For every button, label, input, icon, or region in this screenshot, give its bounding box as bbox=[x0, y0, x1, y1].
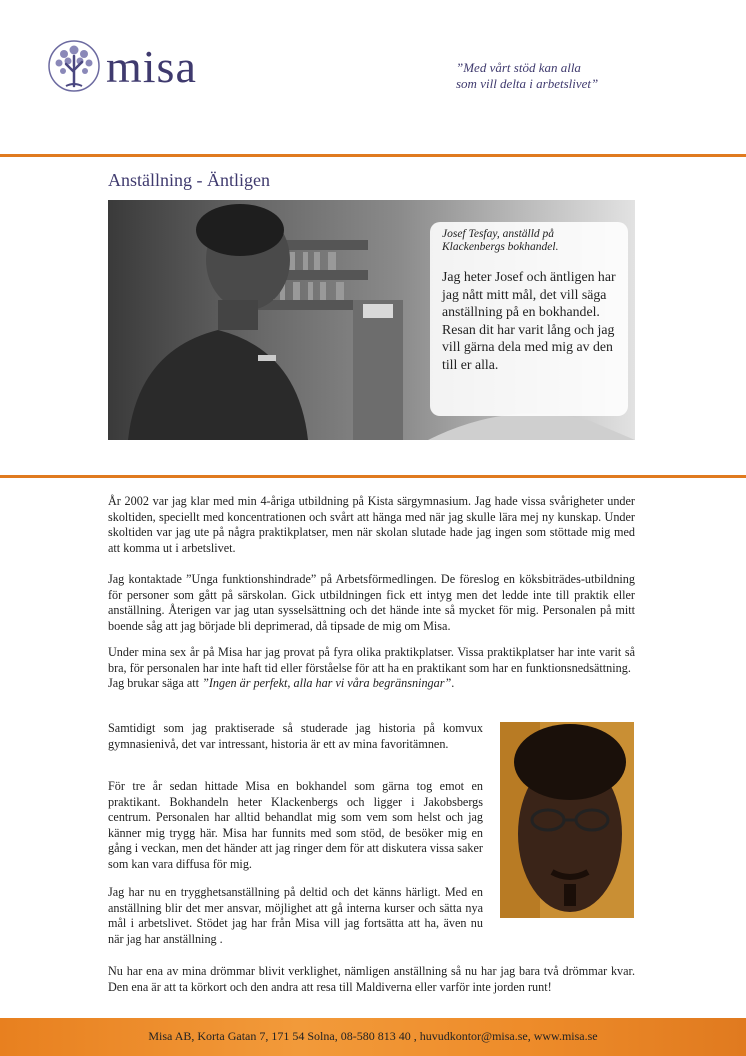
paragraph-3-quote-line bbox=[108, 676, 635, 692]
tree-icon bbox=[46, 38, 102, 94]
paragraph-4-text: Samtidigt som jag praktiserade så studerade jag historia på komvux gymnasienivå, det var intressant, historia är ett av mina favoritämnen. bbox=[108, 721, 483, 751]
hero-photo bbox=[108, 200, 635, 440]
caption-name-line-2: Klackenbergs bokhandel. bbox=[442, 241, 559, 253]
caption-name-line-1: Josef Tesfay, anställd på bbox=[442, 228, 555, 240]
paragraph-3-text: Under mina sex år på Misa har jag provat på fyra olika praktikplatser. Vissa praktikplatser har inte varit så bra, för personalen har inte haft tid eller förståelse för att ha en praktikant som har en funktionsnedsättning. bbox=[108, 645, 635, 675]
paragraph-7-text: Nu har ena av mina drömmar blivit verklighet, nämligen anställning så nu har jag bara två drömmar kvar. Den ena är att ta körkort och den andra att resa till Maldiverna eller varför inte jorden runt! bbox=[108, 964, 635, 994]
paragraph-3 bbox=[108, 645, 635, 692]
quote-suffix: . bbox=[451, 676, 455, 690]
top-divider bbox=[0, 154, 746, 157]
article-title: Anställning - Äntligen bbox=[108, 170, 270, 190]
paragraph-6 bbox=[108, 885, 483, 947]
footer-contact: Misa AB, Korta Gatan 7, 171 54 Solna, 08-580 813 40 , huvudkontor@misa.se, www.misa.se bbox=[148, 1029, 598, 1043]
portrait-illustration bbox=[500, 722, 634, 918]
paragraph-1 bbox=[108, 494, 635, 556]
misa-logo[interactable] bbox=[46, 38, 226, 98]
caption-text: Jag heter Josef och äntligen har jag nått mitt mål, det vill säga anställning på en bokhandel. Resan dit har varit lång och jag vill gärna dela med mig av den till er alla. bbox=[442, 269, 616, 372]
tagline-line-2: som vill delta i arbetslivet” bbox=[456, 76, 599, 91]
paragraph-7 bbox=[108, 964, 635, 995]
paragraph-2-text: Jag kontaktade ”Unga funktionshindrade” på Arbetsförmedlingen. De föreslog en köksbiträdes-utbildning för personer som gått på särskolan. Gick utbildningen fick ett intyg men det ledde inte till praktik eller anställning. Återigen var jag utan sysselsättning och det hände inte så mycket för mig. Personalen på mitt boende såg att jag började bli deprimerad, då tipsade de mig om Misa. bbox=[108, 572, 635, 633]
tagline bbox=[456, 60, 716, 92]
paragraph-5 bbox=[108, 779, 483, 872]
paragraph-5-text: För tre år sedan hittade Misa en bokhandel som gärna tog emot en praktikant. Bokhandeln heter Klackenbergs och ligger i Jakobsbergs centrum. Personalen har alltid behandlat mig som vem som helst och jag känner mig trygg här. Misa har funnits med som stöd, de besöker mig en gång i veckan, men det händer att jag ringer dem för att diskutera vissa saker som kan vara diffusa för mig. bbox=[108, 779, 483, 871]
tagline-line-1: ”Med vårt stöd kan alla bbox=[456, 60, 581, 75]
quote-prefix: Jag brukar säga att bbox=[108, 676, 203, 690]
quote-text: ”Ingen är perfekt, alla har vi våra begränsningar” bbox=[202, 676, 452, 690]
caption-box bbox=[430, 222, 628, 416]
portrait-photo bbox=[500, 722, 634, 918]
paragraph-2 bbox=[108, 572, 635, 634]
paragraph-4 bbox=[108, 721, 483, 752]
paragraph-1-text: År 2002 var jag klar med min 4-åriga utbildning på Kista särgymnasium. Jag hade vissa svårigheter under skoltiden, speciellt med koncentrationen och svårt att hänga med när jag skulle lära mej ny kunskap. Under skoltiden var jag ute på några praktikplatser, men när skolan slutade hade jag ingen som stöttade mig med att komma ut i arbetslivet. bbox=[108, 494, 635, 555]
middle-divider bbox=[0, 475, 746, 478]
paragraph-6-text: Jag har nu en trygghetsanställning på deltid och det känns härligt. Med en anställning blir det mer ansvar, möjlighet att gå interna kurser och sätta nya mål i arbetslivet. Stödet jag har från Misa vill jag fortsätta att ha, även nu när jag har anställning . bbox=[108, 885, 483, 946]
logo-text: misa bbox=[106, 41, 197, 92]
